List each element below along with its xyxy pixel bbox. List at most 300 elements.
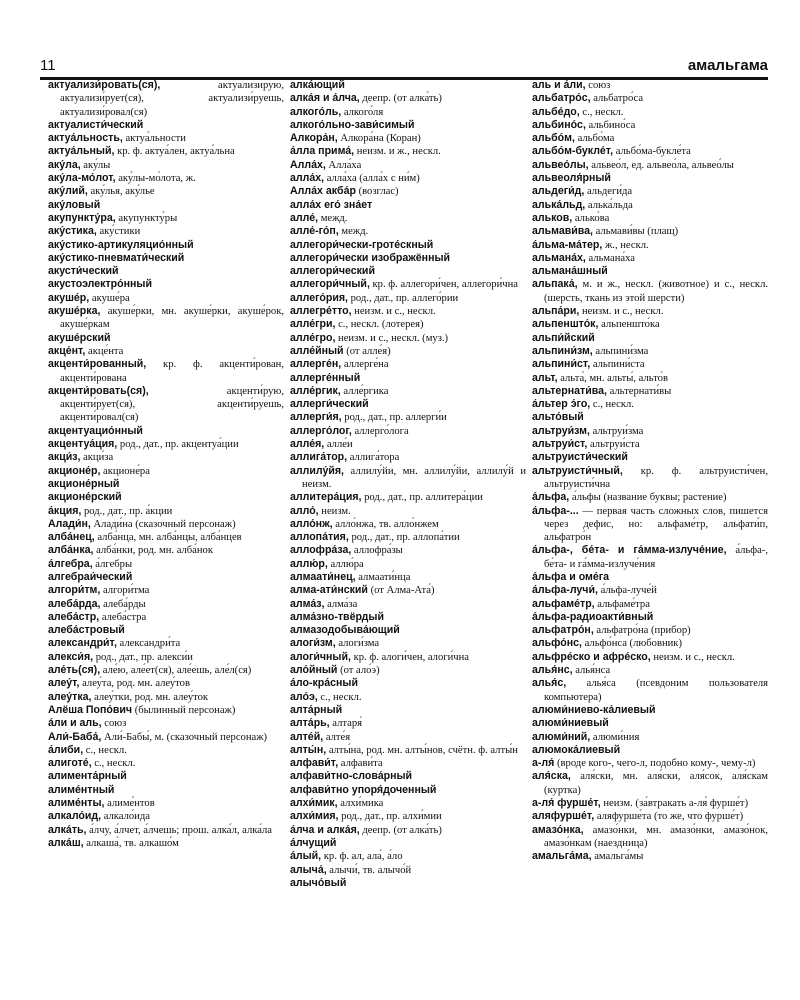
entry-headword: Алкора́н, xyxy=(290,132,338,145)
dictionary-entry xyxy=(532,145,768,158)
entry-headword: алька́льд, xyxy=(532,198,586,211)
entry-forms: алла́ха (алла́х с ни́м) xyxy=(324,173,420,185)
entry-headword: алья́нс, xyxy=(532,664,573,677)
dictionary-entry xyxy=(48,465,284,478)
entry-forms: альвео́л, ед. альвео́ла, альвео́лы xyxy=(588,159,734,171)
entry-forms: акупункту́ры xyxy=(115,212,178,224)
entry-headword: альмана́х, xyxy=(532,251,586,264)
entry-forms: (возглас) xyxy=(355,186,399,198)
dictionary-entry xyxy=(290,106,526,119)
entry-headword: альпини́ст, xyxy=(532,358,591,371)
entry-headword: Али́-Баба́, xyxy=(48,730,102,743)
entry-forms: алтаря́ xyxy=(329,718,363,730)
dictionary-entry xyxy=(48,438,284,451)
entry-headword: а́кция, xyxy=(48,504,82,517)
entry-headword: алгебраи́ческий xyxy=(48,570,133,583)
entry-headword: а́лла прима́, xyxy=(290,145,355,158)
dictionary-entry xyxy=(290,265,526,278)
entry-headword: алеу́т, xyxy=(48,677,80,690)
dictionary-entry xyxy=(532,278,768,305)
dictionary-entry xyxy=(290,119,526,132)
dictionary-entry xyxy=(290,159,526,172)
dictionary-entry xyxy=(532,411,768,424)
entry-headword: алле́я, xyxy=(290,438,325,451)
entry-headword: аллю́р, xyxy=(290,557,328,570)
dictionary-entry xyxy=(48,278,284,291)
entry-headword: Алади́н, xyxy=(48,517,91,530)
entry-forms: алмаати́нца xyxy=(355,571,411,583)
entry-forms: альтруи́ста xyxy=(587,439,640,451)
entry-headword: ало́э, xyxy=(290,690,318,703)
dictionary-entry xyxy=(532,505,768,545)
entry-forms: акуше́ра xyxy=(89,292,130,304)
dictionary-entry xyxy=(532,744,768,757)
entry-headword: аку́ловый xyxy=(48,198,101,211)
dictionary-entry xyxy=(290,318,526,331)
entry-headword: але́ть(ся), xyxy=(48,664,101,677)
dictionary-entry xyxy=(290,145,526,158)
dictionary-entry xyxy=(290,372,526,385)
dictionary-entry xyxy=(532,332,768,345)
dictionary-entry xyxy=(290,558,526,571)
entry-forms: аллига́тора xyxy=(347,452,400,464)
entry-forms: род., дат., пр. аллитера́ции xyxy=(361,492,483,504)
entry-forms: альфаме́тра xyxy=(594,598,650,610)
entry-forms: алхи́мика xyxy=(337,798,384,810)
entry-forms: алеу́та, род. мн. алеу́тов xyxy=(79,678,190,690)
dictionary-entry xyxy=(48,584,284,597)
entry-headword: а́лча и алка́я, xyxy=(290,823,360,836)
entry-headword: алма́зно-твёрдый xyxy=(290,610,384,623)
dictionary-entry xyxy=(48,824,284,837)
entry-headword: альфаме́тр, xyxy=(532,597,595,610)
dictionary-entry xyxy=(532,239,768,252)
dictionary-entry xyxy=(290,398,526,411)
entry-forms: актуализи́рую, актуализи́рует(ся), актуализи́руешь, актуализи́ровал(ся) xyxy=(60,80,284,118)
entry-forms: алкого́ля xyxy=(341,106,384,118)
entry-headword: акуше́р, xyxy=(48,291,90,304)
entry-headword: альвеоля́рный xyxy=(532,172,611,185)
dictionary-entry xyxy=(532,465,768,492)
entry-headword: алеба́стровый xyxy=(48,624,125,637)
entry-forms: Алла́ха xyxy=(325,159,362,171)
entry-headword: алюмока́лиевый xyxy=(532,743,621,756)
entry-headword: акуше́рский xyxy=(48,331,111,344)
entry-headword: алюми́ний, xyxy=(532,730,591,743)
dictionary-entry xyxy=(532,797,768,810)
entry-forms: амальга́мы xyxy=(591,851,644,863)
entry-forms: род., дат., пр. аллего́рии xyxy=(347,292,459,304)
entry-forms: алты́на, род. мн. алты́нов, счётн. ф. алты́н xyxy=(326,744,518,756)
entry-headword: альмави́ва, xyxy=(532,225,593,238)
entry-forms: алько́ва xyxy=(572,212,610,224)
dictionary-entry xyxy=(532,212,768,225)
dictionary-entry xyxy=(290,199,526,212)
dictionary-entry xyxy=(48,691,284,704)
entry-forms: алгори́тма xyxy=(100,585,150,597)
dictionary-entry xyxy=(290,518,526,531)
entry-forms: с., нескл. xyxy=(91,758,136,770)
dictionary-entry xyxy=(532,651,768,664)
entry-forms: Алади́на (сказочный персонаж) xyxy=(90,518,236,530)
dictionary-entry xyxy=(290,584,526,597)
dictionary-entry xyxy=(290,292,526,305)
entry-headword: алка́я и а́лча, xyxy=(290,92,360,105)
dictionary-entry xyxy=(532,584,768,597)
entry-headword: альфо́нс, xyxy=(532,637,582,650)
dictionary-entry xyxy=(290,704,526,717)
dictionary-entry xyxy=(48,784,284,797)
entry-forms: альмана́ха xyxy=(585,252,635,264)
entry-headword: а́лгебра, xyxy=(48,557,93,570)
dictionary-entry xyxy=(532,106,768,119)
entry-forms: неизм. и ж., нескл. xyxy=(354,146,441,158)
dictionary-entry xyxy=(48,598,284,611)
dictionary-entry xyxy=(290,544,526,557)
dictionary-entry xyxy=(290,837,526,850)
entry-headword: алмазодобыва́ющий xyxy=(290,624,400,637)
entry-headword: алеба́стр, xyxy=(48,610,100,623)
entry-forms: альфо́нса (любовник) xyxy=(581,638,682,650)
entry-forms: (от ало́э) xyxy=(337,665,380,677)
entry-headword: аляфурше́т, xyxy=(532,810,595,823)
dictionary-entry xyxy=(48,145,284,158)
entry-forms: (от Алма-Ата́) xyxy=(367,585,435,597)
entry-headword: альтруи́зм, xyxy=(532,424,590,437)
entry-headword: алюми́ниевый xyxy=(532,717,609,730)
entry-forms: алька́льда xyxy=(585,199,633,211)
entry-headword: алба́нец, xyxy=(48,531,95,544)
entry-headword: алоги́зм, xyxy=(290,637,336,650)
dictionary-entry xyxy=(532,185,768,198)
entry-forms: м. и ж., нескл. (животное) и с., нескл. (шерсть, ткань из этой шерсти) xyxy=(544,279,768,304)
entry-headword: алфави́т, xyxy=(290,757,339,770)
entry-headword: а́льфа, xyxy=(532,491,570,504)
entry-headword: алкало́ид, xyxy=(48,810,102,823)
entry-forms: акценти́рую, акценти́рует(ся), акценти́руешь, акценти́ровал(ся) xyxy=(60,385,284,424)
entry-forms: а́лчу, а́лчет, а́лчешь; прош. алка́л, алка́ла xyxy=(86,824,273,836)
entry-forms: алба́нца, мн. алба́нцы, алба́нцев xyxy=(94,532,242,544)
entry-headword: алле́гри, xyxy=(290,318,336,331)
dictionary-entry xyxy=(290,757,526,770)
dictionary-entry xyxy=(290,677,526,690)
entry-headword: альбино́с, xyxy=(532,118,586,131)
entry-headword: алла́х его́ зна́ет xyxy=(290,198,373,211)
dictionary-entry xyxy=(48,571,284,584)
entry-forms: аллю́ра xyxy=(327,558,364,570)
entry-headword: алмаати́нец, xyxy=(290,570,356,583)
entry-forms: род., дат., пр. а́кции xyxy=(81,505,173,517)
entry-forms: кр. ф. алоги́чен, алоги́чна xyxy=(350,651,469,663)
entry-forms: алья́са (псевдоним пользователя компьютера) xyxy=(544,678,768,703)
entry-headword: ало́йный xyxy=(290,664,338,677)
dictionary-entry xyxy=(48,677,284,690)
entry-forms: неизм. и с., нескл. xyxy=(579,306,664,318)
entry-forms: альмави́вы (плащ) xyxy=(592,226,679,238)
entry-headword: алма-ати́нский xyxy=(290,584,368,597)
entry-headword: алка́ющий xyxy=(290,79,345,91)
entry-forms: алфави́та xyxy=(338,758,383,770)
entry-headword: акци́з, xyxy=(48,451,81,464)
dictionary-entry xyxy=(48,810,284,823)
entry-forms: алеу́тки, род. мн. алеу́ток xyxy=(91,691,209,703)
entry-headword: а-ля́ xyxy=(532,757,555,770)
entry-headword: аллегори́чески изображённый xyxy=(290,251,451,264)
entry-forms: с., нескл. xyxy=(590,399,634,411)
entry-forms: а́льфа-, бе́та- и га́мма-излуче́ния xyxy=(544,545,768,570)
entry-headword: алхи́мия, xyxy=(290,810,339,823)
dictionary-entry xyxy=(290,92,526,105)
entry-headword: аллегори́чный, xyxy=(290,278,370,291)
dictionary-entry xyxy=(48,505,284,518)
entry-headword: аку́стико-пневмати́ческий xyxy=(48,251,185,264)
entry-forms: с., нескл. xyxy=(83,744,127,756)
entry-headword: аллерго́лог, xyxy=(290,424,352,437)
entry-forms: алле́ргика xyxy=(340,385,389,397)
entry-headword: актуа́льность, xyxy=(48,132,123,145)
entry-forms: альпини́ста xyxy=(590,359,645,371)
dictionary-entry xyxy=(290,744,526,757)
dictionary-entry xyxy=(532,305,768,318)
entry-forms: род., дат., пр. аллерги́и xyxy=(341,412,447,424)
dictionary-entry xyxy=(48,478,284,491)
entry-headword: альт, xyxy=(532,371,558,384)
entry-headword: алло́нж, xyxy=(290,517,333,530)
entry-forms: александри́та xyxy=(116,638,181,650)
entry-forms: алычи́, тв. алычо́й xyxy=(326,864,412,876)
entry-headword: алты́н, xyxy=(290,743,327,756)
dictionary-entry xyxy=(532,345,768,358)
dictionary-entry xyxy=(290,717,526,730)
entry-headword: альтруисти́чный, xyxy=(532,464,623,477)
entry-headword: аллерги́ческий xyxy=(290,398,369,411)
entry-headword: аку́стико-артикуляцио́нный xyxy=(48,238,194,251)
dictionary-entry xyxy=(48,717,284,730)
entry-forms: альта́, мн. альты́, альто́в xyxy=(557,372,668,384)
dictionary-entry xyxy=(290,731,526,744)
dictionary-entry xyxy=(532,571,768,584)
dictionary-entry xyxy=(290,770,526,783)
entry-headword: алле́-го́п, xyxy=(290,225,339,238)
dictionary-entry xyxy=(48,305,284,332)
entry-headword: алиме́нтный xyxy=(48,783,115,796)
entry-forms: род., дат., пр. аллопа́тии xyxy=(348,532,460,544)
dictionary-entry xyxy=(532,491,768,504)
entry-forms: альфатро́на (прибор) xyxy=(593,625,691,637)
entry-headword: алка́ть, xyxy=(48,823,87,836)
entry-headword: акусти́ческий xyxy=(48,265,119,278)
entry-headword: алле́, xyxy=(290,211,319,224)
entry-forms: амазо́нки, мн. амазо́нки, амазо́нок, амазо́нкам (наездница) xyxy=(544,824,768,849)
dictionary-entry xyxy=(290,305,526,318)
entry-headword: альвео́лы, xyxy=(532,158,589,171)
entry-headword: алла́х, xyxy=(290,172,325,185)
dictionary-entry xyxy=(290,850,526,863)
entry-headword: акционе́р, xyxy=(48,464,101,477)
entry-headword: актуалисти́ческий xyxy=(48,118,144,131)
entry-headword: а́либи, xyxy=(48,743,84,756)
entry-forms: акуше́рки, мн. акуше́рки, акуше́рок, акуше́ркам xyxy=(60,306,284,331)
entry-headword: алфави́тно-слова́рный xyxy=(290,770,413,783)
entry-forms: кр. ф. актуа́лен, актуа́льна xyxy=(114,146,235,158)
dictionary-entry xyxy=(290,531,526,544)
entry-headword: аку́ла, xyxy=(48,158,81,171)
dictionary-entry xyxy=(532,770,768,797)
entry-headword: акустоэлектро́нный xyxy=(48,278,152,291)
entry-forms: неизм. и с., нескл. (муз.) xyxy=(335,332,449,344)
entry-forms: альдеги́да xyxy=(584,186,633,198)
entry-headword: аллегори́ческий xyxy=(290,265,375,278)
dictionary-entry xyxy=(532,119,768,132)
entry-forms: с., нескл. xyxy=(317,691,362,703)
entry-forms: союз xyxy=(585,80,611,91)
dictionary-entry xyxy=(290,345,526,358)
dictionary-entry xyxy=(48,611,284,624)
dictionary-entry xyxy=(290,438,526,451)
entry-headword: алта́рь, xyxy=(290,717,330,730)
column-2 xyxy=(290,79,526,997)
entry-headword: акце́нт, xyxy=(48,344,86,357)
entry-headword: алба́нка, xyxy=(48,544,94,557)
page-header xyxy=(40,50,768,74)
entry-headword: аллерге́нный xyxy=(290,371,361,384)
entry-forms: неизм. и с., нескл. xyxy=(351,306,436,318)
entry-forms: алте́я xyxy=(323,731,351,743)
entry-forms: алло́нжа, тв. алло́нжем xyxy=(332,518,439,530)
dictionary-entry xyxy=(532,398,768,411)
dictionary-entry xyxy=(290,651,526,664)
entry-headword: актуа́льный, xyxy=(48,145,115,158)
dictionary-entry xyxy=(48,79,284,119)
entry-forms: а́льфы (название буквы; растение) xyxy=(569,492,727,504)
entry-forms: аллилу́йи, мн. аллилу́йи, аллилу́й и неизм. xyxy=(302,465,526,490)
dictionary-entry xyxy=(532,385,768,398)
entry-headword: аллилу́йя, xyxy=(290,464,344,477)
entry-headword: альпеншто́к, xyxy=(532,318,599,331)
dictionary-entry xyxy=(48,345,284,358)
entry-headword: аку́ла-мо́лот, xyxy=(48,172,116,185)
entry-forms: неизм. и с., нескл. xyxy=(650,651,735,663)
dictionary-entry xyxy=(290,239,526,252)
dictionary-entry xyxy=(532,265,768,278)
entry-forms: (вроде кого-, чего-л, подобно кому-, чему-л) xyxy=(554,758,756,770)
dictionary-entry xyxy=(290,598,526,611)
entry-forms: алоги́зма xyxy=(335,638,380,650)
entry-headword: акценти́ровать(ся), xyxy=(48,384,149,397)
entry-headword: а́льфа и оме́га xyxy=(532,570,610,583)
entry-headword: альпа́ри, xyxy=(532,305,580,318)
entry-headword: алиме́нты, xyxy=(48,797,105,810)
entry-forms: кр. ф. альтруисти́чен, альтруисти́чна xyxy=(544,465,768,490)
dictionary-entry xyxy=(532,425,768,438)
entry-forms: аля́ски, мн. аля́ски, аля́сок, аля́скам (куртка) xyxy=(544,771,768,796)
dictionary-entry xyxy=(48,358,284,385)
dictionary-entry xyxy=(48,491,284,504)
entry-forms: алиме́нтов xyxy=(104,798,155,810)
entry-forms: алеба́стра xyxy=(99,611,147,623)
dictionary-entry xyxy=(532,132,768,145)
running-head: амальгама xyxy=(687,57,768,74)
entry-forms: а́льфа-луче́й xyxy=(597,585,657,597)
entry-headword: алка́ш, xyxy=(48,836,84,849)
entry-headword: а́льфа-лучи́, xyxy=(532,584,598,597)
entry-forms: альтруи́зма xyxy=(589,425,644,437)
dictionary-entry xyxy=(290,691,526,704)
entry-headword: а́льфа-... xyxy=(532,504,579,517)
dictionary-entry xyxy=(532,199,768,212)
dictionary-entry xyxy=(532,79,768,92)
entry-forms: аку́лья, аку́лье xyxy=(87,186,155,198)
dictionary-entry xyxy=(48,185,284,198)
entry-forms: род., дат., пр. алхи́мии xyxy=(338,811,442,823)
entry-forms: алеба́рды xyxy=(100,598,146,610)
dictionary-columns xyxy=(48,79,768,997)
dictionary-entry xyxy=(532,318,768,331)
entry-headword: а́лый, xyxy=(290,850,322,863)
entry-headword: аля́ска, xyxy=(532,770,571,783)
dictionary-entry xyxy=(290,185,526,198)
dictionary-entry xyxy=(48,159,284,172)
entry-headword: алиготе́, xyxy=(48,757,92,770)
dictionary-entry xyxy=(48,770,284,783)
entry-headword: альфре́ско и афре́ско, xyxy=(532,650,651,663)
dictionary-entry xyxy=(290,797,526,810)
dictionary-entry xyxy=(290,877,526,890)
dictionary-entry xyxy=(532,731,768,744)
entry-forms: род., дат., пр. алекси́и xyxy=(93,651,193,663)
entry-headword: алте́й, xyxy=(290,730,324,743)
dictionary-entry xyxy=(48,797,284,810)
entry-headword: альпака́, xyxy=(532,278,578,291)
dictionary-entry xyxy=(532,159,768,172)
entry-headword: алта́рный xyxy=(290,703,343,716)
entry-forms: кр. ф. аллегори́чен, аллегори́чна xyxy=(369,279,518,291)
entry-headword: акценти́рованный, xyxy=(48,358,147,371)
dictionary-entry xyxy=(290,225,526,238)
dictionary-entry xyxy=(532,611,768,624)
entry-headword: аку́лий, xyxy=(48,185,88,198)
entry-forms: (от алле́я) xyxy=(343,345,391,357)
dictionary-entry xyxy=(532,664,768,677)
dictionary-entry xyxy=(48,212,284,225)
entry-headword: аллига́тор, xyxy=(290,451,348,464)
entry-headword: а́ли и аль, xyxy=(48,717,102,730)
entry-forms: актуа́льности xyxy=(122,133,186,145)
entry-headword: Алла́х акба́р xyxy=(290,185,356,198)
dictionary-entry xyxy=(290,385,526,398)
dictionary-entry xyxy=(48,119,284,132)
entry-headword: алимента́рный xyxy=(48,770,127,783)
entry-headword: альбатро́с, xyxy=(532,92,591,105)
dictionary-entry xyxy=(290,491,526,504)
dictionary-entry xyxy=(532,252,768,265)
dictionary-entry xyxy=(532,824,768,851)
dictionary-entry xyxy=(290,624,526,637)
dictionary-entry xyxy=(532,372,768,385)
dictionary-entry xyxy=(290,278,526,291)
entry-headword: амальга́ма, xyxy=(532,850,592,863)
dictionary-entry xyxy=(48,332,284,345)
entry-forms: межд. xyxy=(338,226,369,238)
entry-headword: альтруисти́ческий xyxy=(532,451,628,464)
entry-headword: алюми́ниево-ка́лиевый xyxy=(532,703,656,716)
entry-forms: а́лгебры xyxy=(92,558,133,570)
entry-forms: союз xyxy=(101,718,127,730)
page-number: 11 xyxy=(40,57,56,74)
dictionary-entry xyxy=(532,172,768,185)
entry-forms: Алкора́на (Коран) xyxy=(337,133,421,145)
dictionary-entry xyxy=(290,332,526,345)
